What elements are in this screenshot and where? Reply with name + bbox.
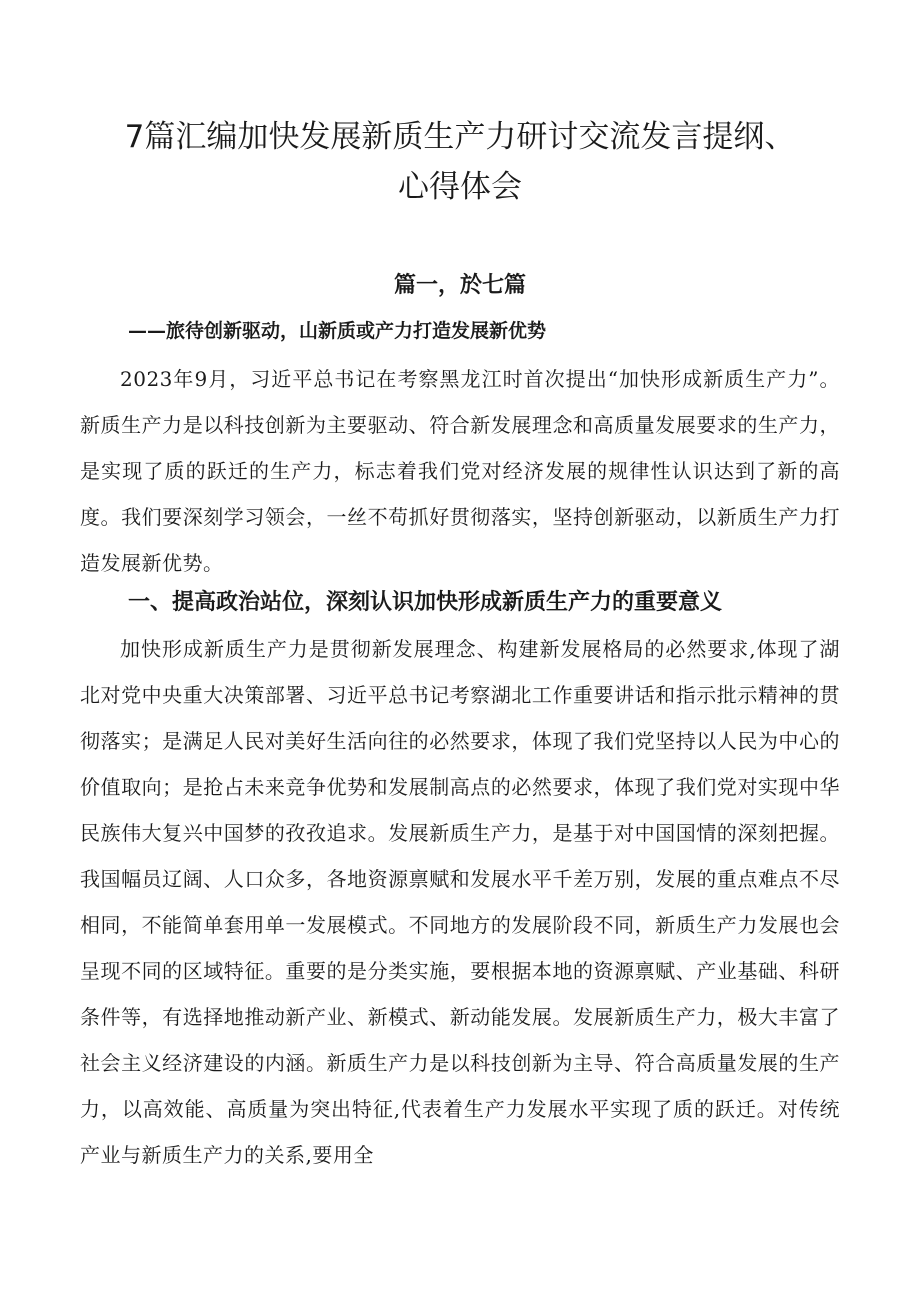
body-paragraph: 加快形成新质生产力是贯彻新发展理念、构建新发展格局的必然要求,体现了湖北对党中央重大决策部署、习近平总书记考察湖北工作重要讲话和指示批示精神的贯彻落实；是满足人民对美好生活向往的必然要求，体现了我们党坚持以人民为中心的价值取向；是抢占未来竞争优势和发展制高点的必然要求，体现了我们党对实现中华民族伟大复兴中国梦的孜孜追求。发展新质生产力，是基于对中国国情的深刻把握。我国幅员辽阔、人口众多，各地资源禀赋和发展水平千差万别，发展的重点难点不尽相同，不能简单套用单一发展模式。不同地方的发展阶段不同，新质生产力发展也会呈现不同的区域特征。重要的是分类实施，要根据本地的资源禀赋、产业基础、科研条件等，有选择地推动新产业、新模式、新动能发展。发展新质生产力，极大丰富了社会主义经济建设的内涵。新质生产力是以科技创新为主导、符合高质量发展的生产力，以高效能、高质量为突出特征,代表着生产力发展水平实现了质的跃迁。对传统产业与新质生产力的关系,要用全 bbox=[80, 637, 840, 1167]
section-subtitle: ——旅待创新驱动，山新质或产力打造发展新优势 bbox=[128, 320, 547, 342]
section-heading: 篇一，於七篇 bbox=[393, 273, 526, 298]
document-title: 7篇汇编加快发展新质生产力研讨交流发言提纲、心得体会 bbox=[124, 119, 796, 205]
body-paragraph: 2023年9月，习近平总书记在考察黑龙江时首次提出“加快形成新质生产力”。新质生产力是以科技创新为主要驱动、符合新发展理念和高质量发展要求的生产力，是实现了质的跃迁的生产力，标志着我们党对经济发展的规律性认识达到了新的高度。我们要深刻学习领会，一丝不苟抓好贯彻落实，坚持创新驱动，以新质生产力打造发展新优势。 bbox=[80, 367, 840, 575]
subheading: 一、提高政治站位，深刻认识加快形成新质生产力的重要意义 bbox=[128, 590, 723, 615]
